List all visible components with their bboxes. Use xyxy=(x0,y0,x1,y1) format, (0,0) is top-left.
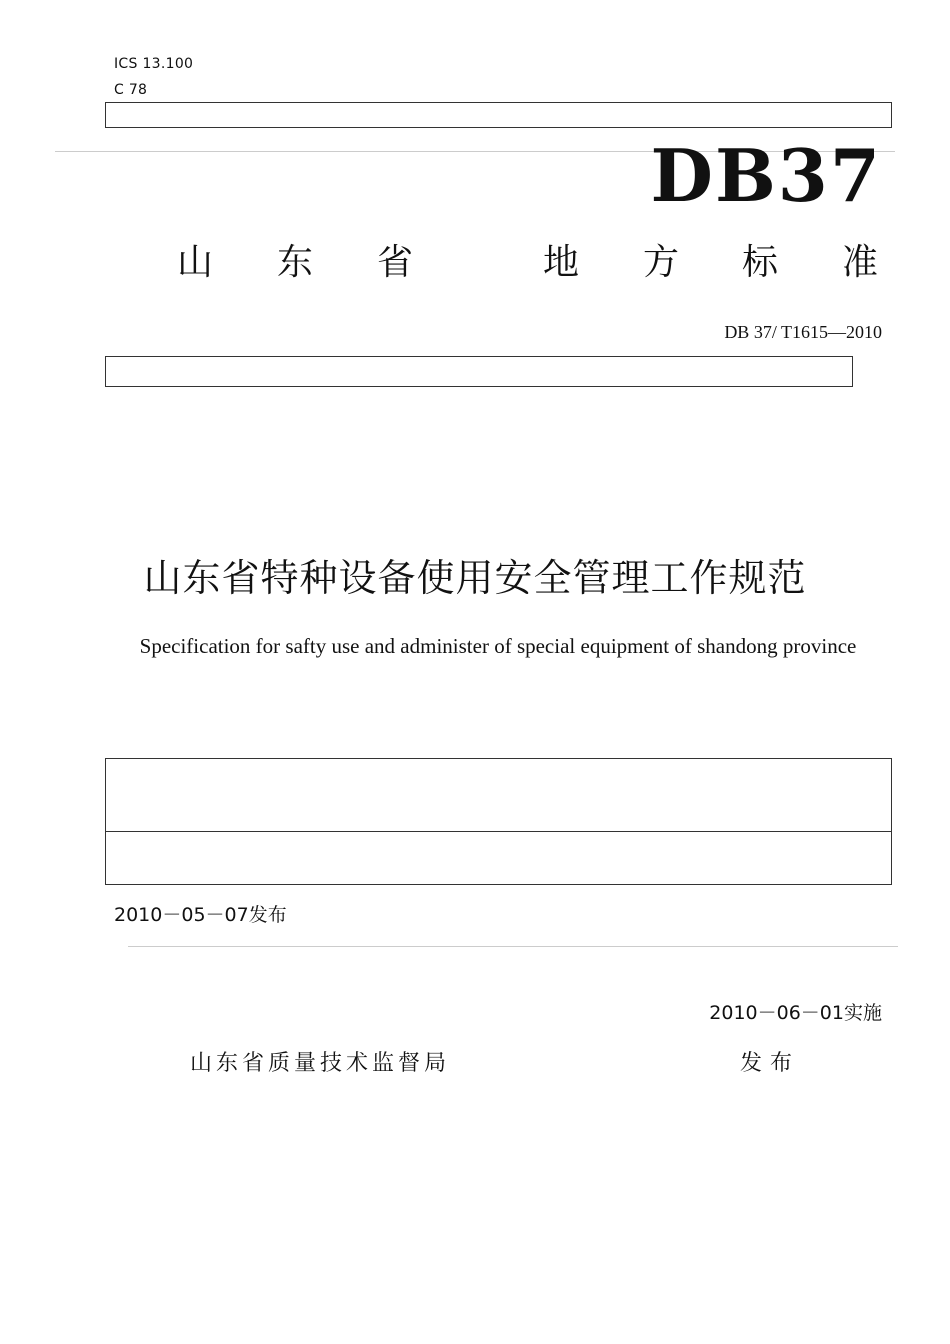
ics-code: ICS 13.100 xyxy=(114,56,194,72)
record-number-box xyxy=(105,102,892,128)
standard-number: DB 37/ T1615—2010 xyxy=(724,322,882,342)
divider-bottom xyxy=(128,946,898,947)
standard-type-title xyxy=(145,234,885,283)
type-char-1: 山 xyxy=(177,242,214,283)
type-char-4: 地 xyxy=(543,242,580,283)
type-char-5: 方 xyxy=(643,242,680,283)
standard-code: DB37 xyxy=(650,133,882,218)
issuing-authority: 山东省质量技术监督局 xyxy=(190,1051,451,1076)
type-char-3: 省 xyxy=(377,242,414,283)
publish-date: 2010－05－07发布 xyxy=(114,904,287,926)
consistency-box-divider xyxy=(105,831,892,832)
implement-date: 2010－06－01实施 xyxy=(709,1002,882,1024)
document-title-en: Specification for safty use and administer of special equipment of shandong province xyxy=(139,634,857,658)
document-title-cn: 山东省特种设备使用安全管理工作规范 xyxy=(143,556,807,600)
issue-label: 发布 xyxy=(740,1051,801,1076)
consistency-box xyxy=(105,758,892,885)
type-char-2: 东 xyxy=(277,242,314,283)
type-char-7: 准 xyxy=(842,242,879,283)
type-char-6: 标 xyxy=(742,242,779,283)
ccs-code: C 78 xyxy=(114,82,148,98)
replaces-box xyxy=(105,356,853,387)
